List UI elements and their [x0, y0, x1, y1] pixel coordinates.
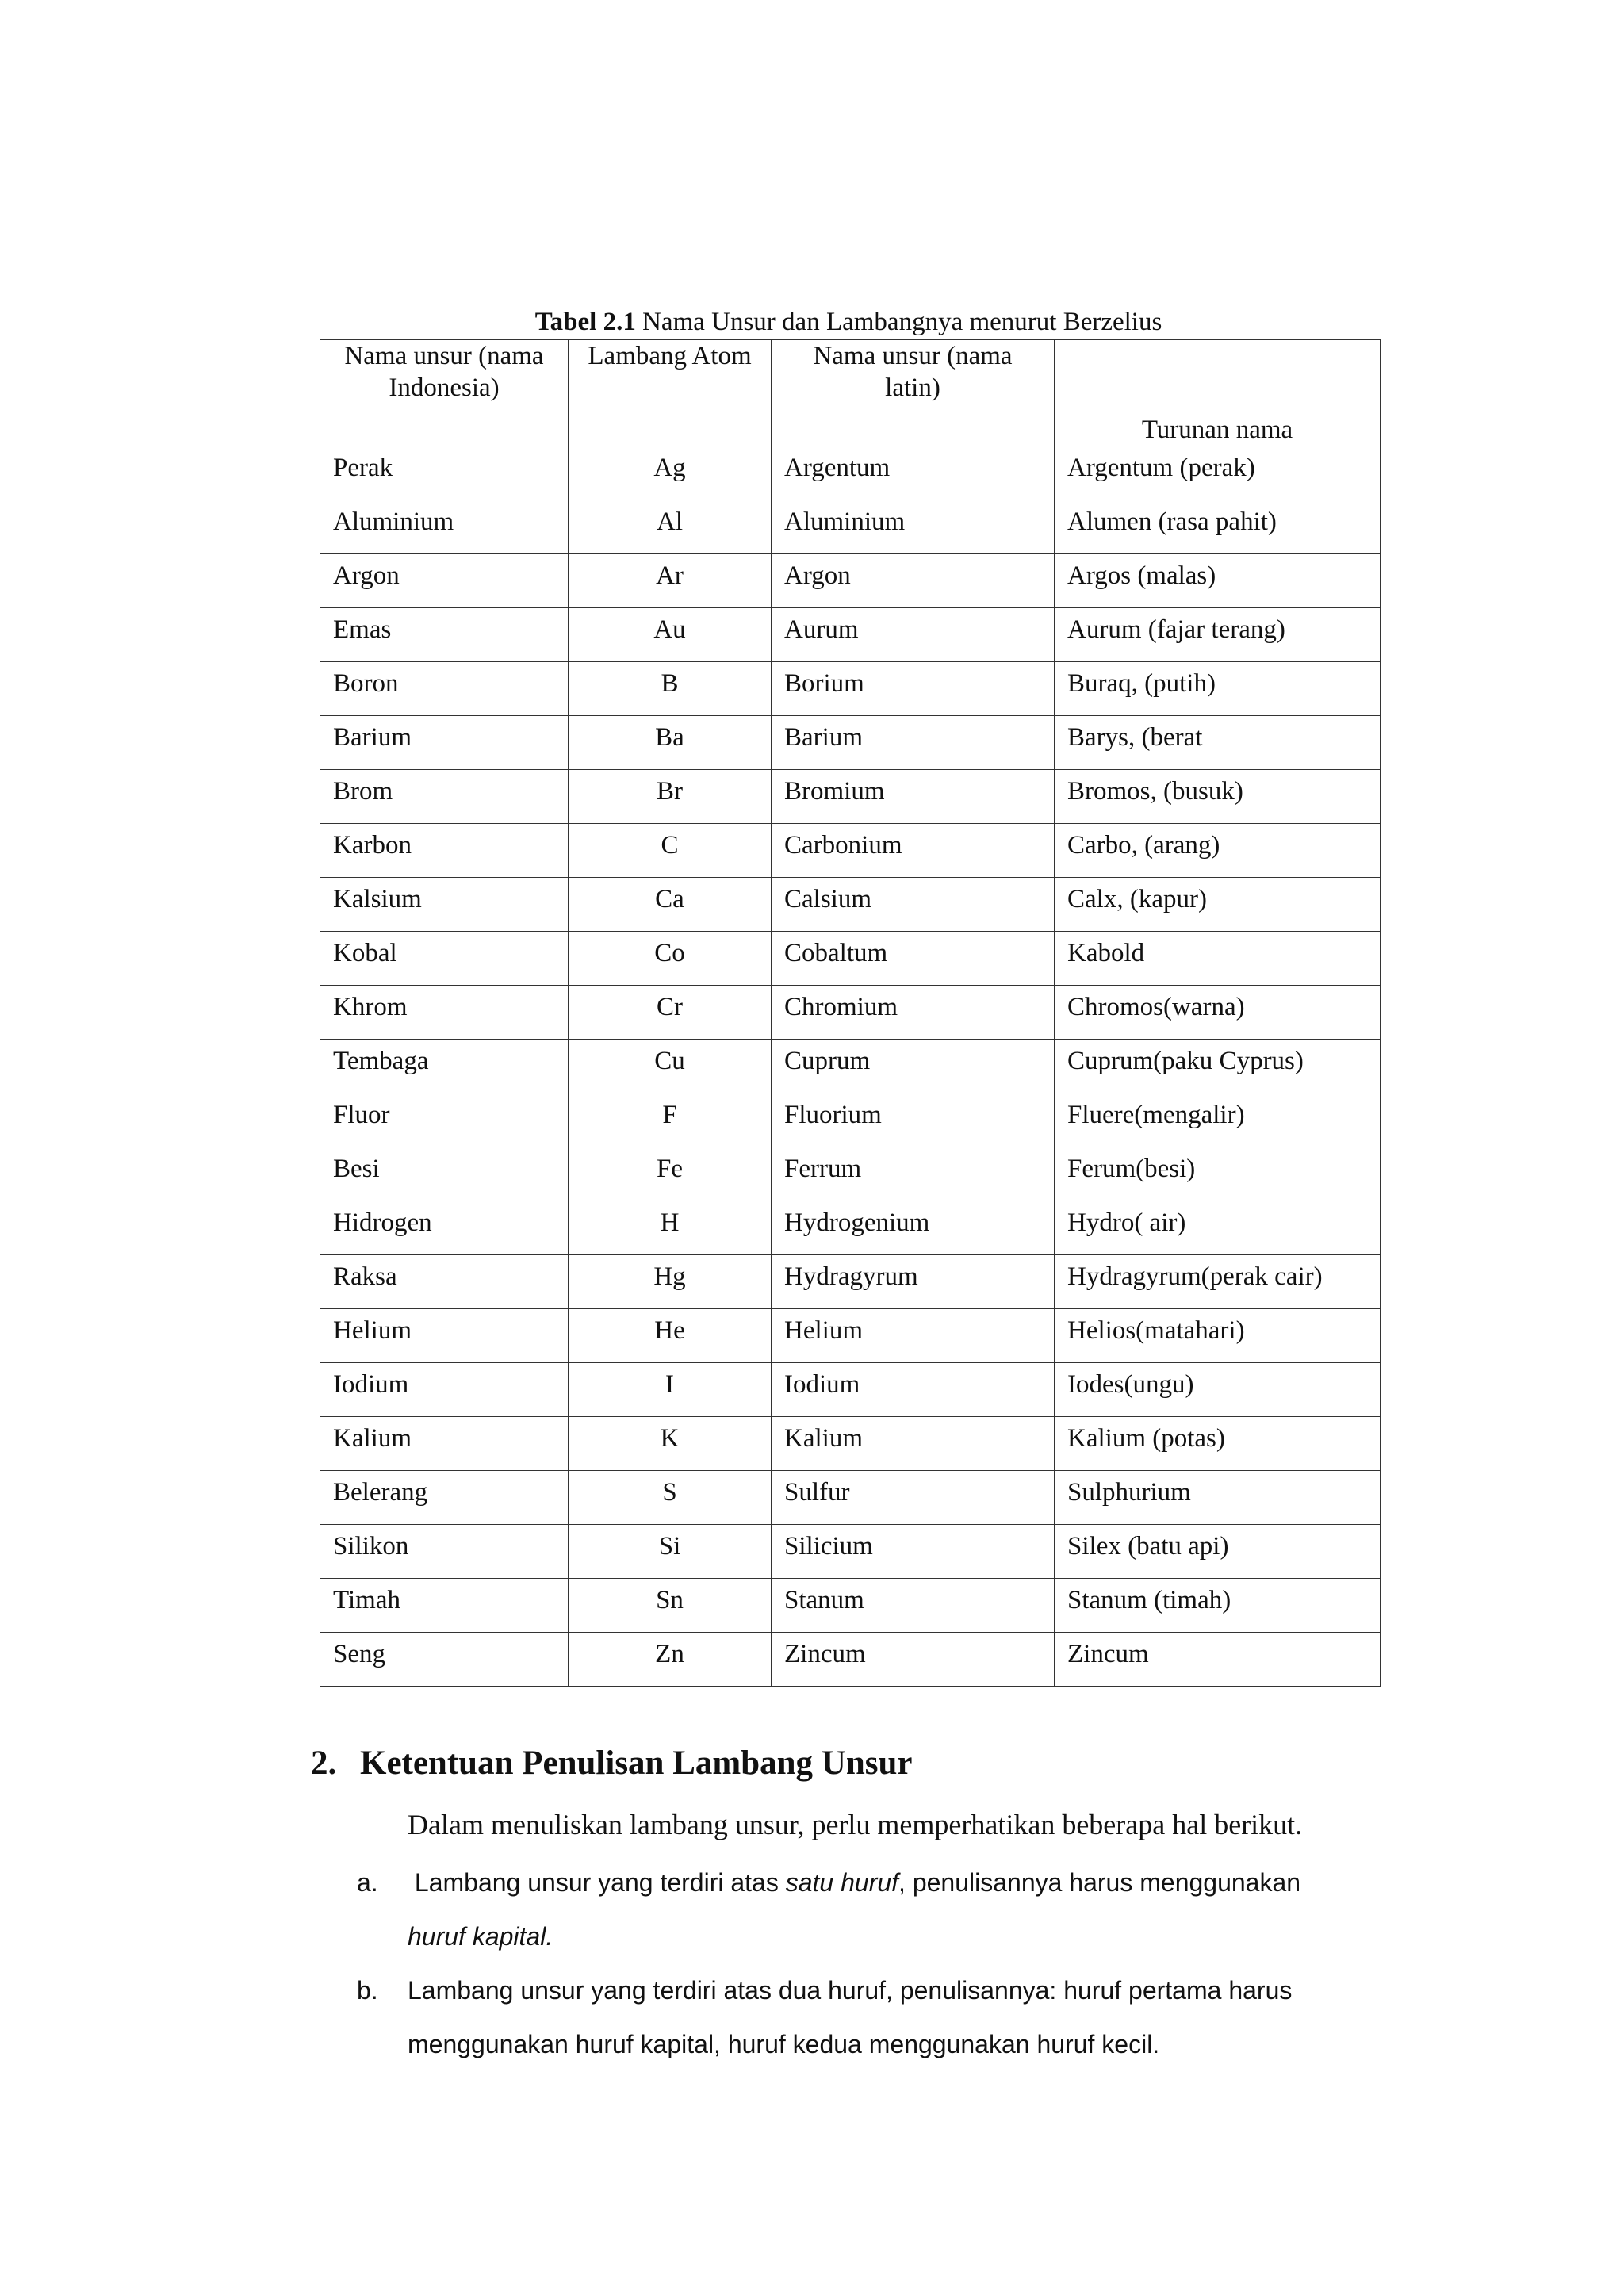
cell-indonesian-name: Silikon [320, 1525, 569, 1579]
cell-symbol: Au [569, 608, 772, 662]
cell-latin-name: Hydragyrum [772, 1255, 1055, 1309]
table-body [320, 446, 1381, 1687]
table-row [320, 446, 1381, 500]
cell-symbol: C [569, 824, 772, 878]
table-row [320, 986, 1381, 1040]
cell-symbol: K [569, 1417, 772, 1471]
table-row [320, 824, 1381, 878]
cell-symbol: Ba [569, 716, 772, 770]
table-row [320, 1093, 1381, 1147]
cell-name-origin: Calx, (kapur) [1055, 878, 1381, 932]
cell-indonesian-name: Seng [320, 1633, 569, 1687]
cell-name-origin: Buraq, (putih) [1055, 662, 1381, 716]
cell-latin-name: Aurum [772, 608, 1055, 662]
cell-indonesian-name: Helium [320, 1309, 569, 1363]
cell-indonesian-name: Iodium [320, 1363, 569, 1417]
cell-latin-name: Stanum [772, 1579, 1055, 1633]
table-row [320, 878, 1381, 932]
cell-latin-name: Calsium [772, 878, 1055, 932]
cell-indonesian-name: Kalsium [320, 878, 569, 932]
table-row [320, 1363, 1381, 1417]
cell-symbol: Cu [569, 1040, 772, 1093]
cell-latin-name: Helium [772, 1309, 1055, 1363]
cell-name-origin: Carbo, (arang) [1055, 824, 1381, 878]
table-row [320, 1471, 1381, 1525]
cell-symbol: Co [569, 932, 772, 986]
cell-name-origin: Hydro( air) [1055, 1201, 1381, 1255]
list-text: Lambang unsur yang terdiri atas dua huruf, penulisannya: huruf pertama harus [408, 1976, 1293, 2005]
table-caption [317, 306, 1380, 338]
cell-name-origin: Alumen (rasa pahit) [1055, 500, 1381, 554]
list-item [357, 1855, 1388, 1963]
list-text-italic: huruf kapital. [408, 1922, 553, 1951]
table-row [320, 1040, 1381, 1093]
cell-indonesian-name: Khrom [320, 986, 569, 1040]
list-text: Lambang unsur yang terdiri atas [414, 1868, 786, 1897]
list-text: menggunakan huruf kapital, huruf kedua menggunakan huruf kecil. [408, 2030, 1160, 2058]
cell-latin-name: Sulfur [772, 1471, 1055, 1525]
cell-latin-name: Zincum [772, 1633, 1055, 1687]
list-text-italic: satu huruf [785, 1868, 899, 1897]
cell-latin-name: Argentum [772, 446, 1055, 500]
cell-symbol: Hg [569, 1255, 772, 1309]
cell-symbol: Sn [569, 1579, 772, 1633]
list-marker: b. [357, 1976, 378, 2005]
cell-name-origin: Bromos, (busuk) [1055, 770, 1381, 824]
list-marker: a. [357, 1868, 378, 1897]
cell-symbol: Zn [569, 1633, 772, 1687]
cell-name-origin: Aurum (fajar terang) [1055, 608, 1381, 662]
cell-latin-name: Silicium [772, 1525, 1055, 1579]
section-intro: Dalam menuliskan lambang unsur, perlu memperhatikan beberapa hal berikut. [408, 1809, 1303, 1840]
cell-name-origin: Stanum (timah) [1055, 1579, 1381, 1633]
cell-symbol: Cr [569, 986, 772, 1040]
cell-indonesian-name: Boron [320, 662, 569, 716]
cell-name-origin: Hydragyrum(perak cair) [1055, 1255, 1381, 1309]
cell-latin-name: Argon [772, 554, 1055, 608]
cell-indonesian-name: Hidrogen [320, 1201, 569, 1255]
table-row [320, 500, 1381, 554]
cell-name-origin: Chromos(warna) [1055, 986, 1381, 1040]
cell-latin-name: Cobaltum [772, 932, 1055, 986]
table-row [320, 1147, 1381, 1201]
cell-name-origin: Fluere(mengalir) [1055, 1093, 1381, 1147]
list-text: , penulisannya harus menggunakan [898, 1868, 1301, 1897]
cell-latin-name: Carbonium [772, 824, 1055, 878]
cell-latin-name: Borium [772, 662, 1055, 716]
cell-symbol: Br [569, 770, 772, 824]
section-heading [311, 1741, 913, 1786]
cell-name-origin: Zincum [1055, 1633, 1381, 1687]
cell-symbol: H [569, 1201, 772, 1255]
cell-name-origin: Helios(matahari) [1055, 1309, 1381, 1363]
cell-name-origin: Kabold [1055, 932, 1381, 986]
cell-symbol: I [569, 1363, 772, 1417]
cell-symbol: Ca [569, 878, 772, 932]
cell-indonesian-name: Kobal [320, 932, 569, 986]
cell-indonesian-name: Karbon [320, 824, 569, 878]
header-latin-name: Nama unsur (nama latin) [772, 340, 1055, 446]
cell-latin-name: Hydrogenium [772, 1201, 1055, 1255]
list-item [357, 1963, 1388, 2071]
cell-latin-name: Aluminium [772, 500, 1055, 554]
cell-latin-name: Ferrum [772, 1147, 1055, 1201]
table-header-row [320, 340, 1381, 446]
cell-indonesian-name: Besi [320, 1147, 569, 1201]
cell-symbol: Si [569, 1525, 772, 1579]
cell-indonesian-name: Emas [320, 608, 569, 662]
section-number: 2. [311, 1744, 337, 1782]
cell-name-origin: Barys, (berat [1055, 716, 1381, 770]
table-row [320, 1417, 1381, 1471]
cell-name-origin: Sulphurium [1055, 1471, 1381, 1525]
cell-symbol: F [569, 1093, 772, 1147]
cell-indonesian-name: Fluor [320, 1093, 569, 1147]
cell-indonesian-name: Barium [320, 716, 569, 770]
cell-symbol: Fe [569, 1147, 772, 1201]
cell-indonesian-name: Perak [320, 446, 569, 500]
cell-latin-name: Cuprum [772, 1040, 1055, 1093]
header-name-origin: Turunan nama [1055, 340, 1381, 446]
table-row [320, 608, 1381, 662]
table-row [320, 1309, 1381, 1363]
cell-symbol: B [569, 662, 772, 716]
cell-latin-name: Barium [772, 716, 1055, 770]
cell-name-origin: Silex (batu api) [1055, 1525, 1381, 1579]
cell-indonesian-name: Timah [320, 1579, 569, 1633]
cell-indonesian-name: Tembaga [320, 1040, 569, 1093]
rules-list [357, 1855, 1388, 2071]
cell-name-origin: Argentum (perak) [1055, 446, 1381, 500]
cell-indonesian-name: Belerang [320, 1471, 569, 1525]
table-row [320, 554, 1381, 608]
section-title: Ketentuan Penulisan Lambang Unsur [360, 1744, 913, 1782]
table-row [320, 1579, 1381, 1633]
cell-name-origin: Argos (malas) [1055, 554, 1381, 608]
table-row [320, 932, 1381, 986]
table-row [320, 1201, 1381, 1255]
cell-indonesian-name: Brom [320, 770, 569, 824]
table-row [320, 770, 1381, 824]
cell-symbol: Ag [569, 446, 772, 500]
elements-table [320, 339, 1381, 1687]
cell-name-origin: Cuprum(paku Cyprus) [1055, 1040, 1381, 1093]
cell-indonesian-name: Raksa [320, 1255, 569, 1309]
cell-name-origin: Ferum(besi) [1055, 1147, 1381, 1201]
cell-latin-name: Bromium [772, 770, 1055, 824]
cell-name-origin: Iodes(ungu) [1055, 1363, 1381, 1417]
table-row [320, 1633, 1381, 1687]
table-row [320, 662, 1381, 716]
header-symbol: Lambang Atom [569, 340, 772, 446]
table-row [320, 716, 1381, 770]
cell-latin-name: Iodium [772, 1363, 1055, 1417]
caption-label: Tabel 2.1 [534, 308, 636, 336]
table-row [320, 1525, 1381, 1579]
cell-latin-name: Kalium [772, 1417, 1055, 1471]
cell-latin-name: Fluorium [772, 1093, 1055, 1147]
cell-indonesian-name: Kalium [320, 1417, 569, 1471]
cell-indonesian-name: Aluminium [320, 500, 569, 554]
caption-text: Nama Unsur dan Lambangnya menurut Berzelius [635, 308, 1162, 336]
cell-symbol: Al [569, 500, 772, 554]
cell-indonesian-name: Argon [320, 554, 569, 608]
cell-symbol: Ar [569, 554, 772, 608]
cell-latin-name: Chromium [772, 986, 1055, 1040]
header-indonesian-name: Nama unsur (nama Indonesia) [320, 340, 569, 446]
cell-name-origin: Kalium (potas) [1055, 1417, 1381, 1471]
cell-symbol: S [569, 1471, 772, 1525]
cell-symbol: He [569, 1309, 772, 1363]
table-row [320, 1255, 1381, 1309]
